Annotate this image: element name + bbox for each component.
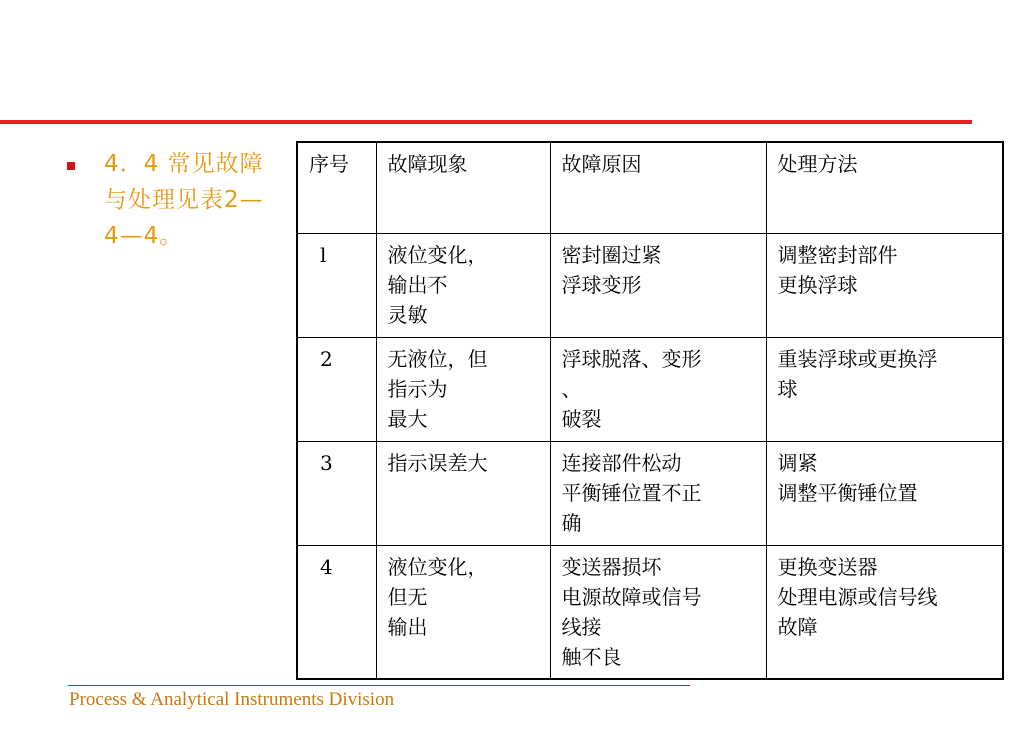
table-row bbox=[297, 545, 1003, 679]
cell-remedy: 调整密封部件 更换浮球 bbox=[766, 233, 1003, 337]
footer-divider bbox=[68, 685, 690, 686]
fault-table bbox=[296, 141, 1004, 680]
cell-index: 3 bbox=[297, 441, 376, 545]
cell-cause: 变送器损坏 电源故障或信号 线接 触不良 bbox=[550, 545, 766, 679]
table-row bbox=[297, 233, 1003, 337]
cell-remedy: 调紧 调整平衡锤位置 bbox=[766, 441, 1003, 545]
cell-symptom: 无液位，但 指示为 最大 bbox=[376, 337, 550, 441]
table-row bbox=[297, 337, 1003, 441]
cell-cause: 密封圈过紧 浮球变形 bbox=[550, 233, 766, 337]
cell-index: 2 bbox=[297, 337, 376, 441]
cell-symptom: 液位变化， 但无 输出 bbox=[376, 545, 550, 679]
section-heading-text: 4．4 常见故障与处理见表2—4—4。 bbox=[104, 151, 264, 249]
top-divider-rule bbox=[0, 120, 972, 124]
bullet-square-icon bbox=[67, 162, 75, 170]
cell-remedy: 更换变送器 处理电源或信号线 故障 bbox=[766, 545, 1003, 679]
cell-index: 4 bbox=[297, 545, 376, 679]
cell-remedy: 重装浮球或更换浮 球 bbox=[766, 337, 1003, 441]
table-header-row bbox=[297, 142, 1003, 233]
header-index: 序号 bbox=[297, 142, 376, 233]
cell-symptom: 液位变化， 输出不 灵敏 bbox=[376, 233, 550, 337]
cell-symptom: 指示误差大 bbox=[376, 441, 550, 545]
cell-cause: 连接部件松动 平衡锤位置不正 确 bbox=[550, 441, 766, 545]
cell-index: l bbox=[297, 233, 376, 337]
header-remedy: 处理方法 bbox=[766, 142, 1003, 233]
cell-cause: 浮球脱落、变形 、 破裂 bbox=[550, 337, 766, 441]
header-cause: 故障原因 bbox=[550, 142, 766, 233]
table-row bbox=[297, 441, 1003, 545]
footer-division-name: Process & Analytical Instruments Division bbox=[69, 689, 395, 710]
header-symptom: 故障现象 bbox=[376, 142, 550, 233]
